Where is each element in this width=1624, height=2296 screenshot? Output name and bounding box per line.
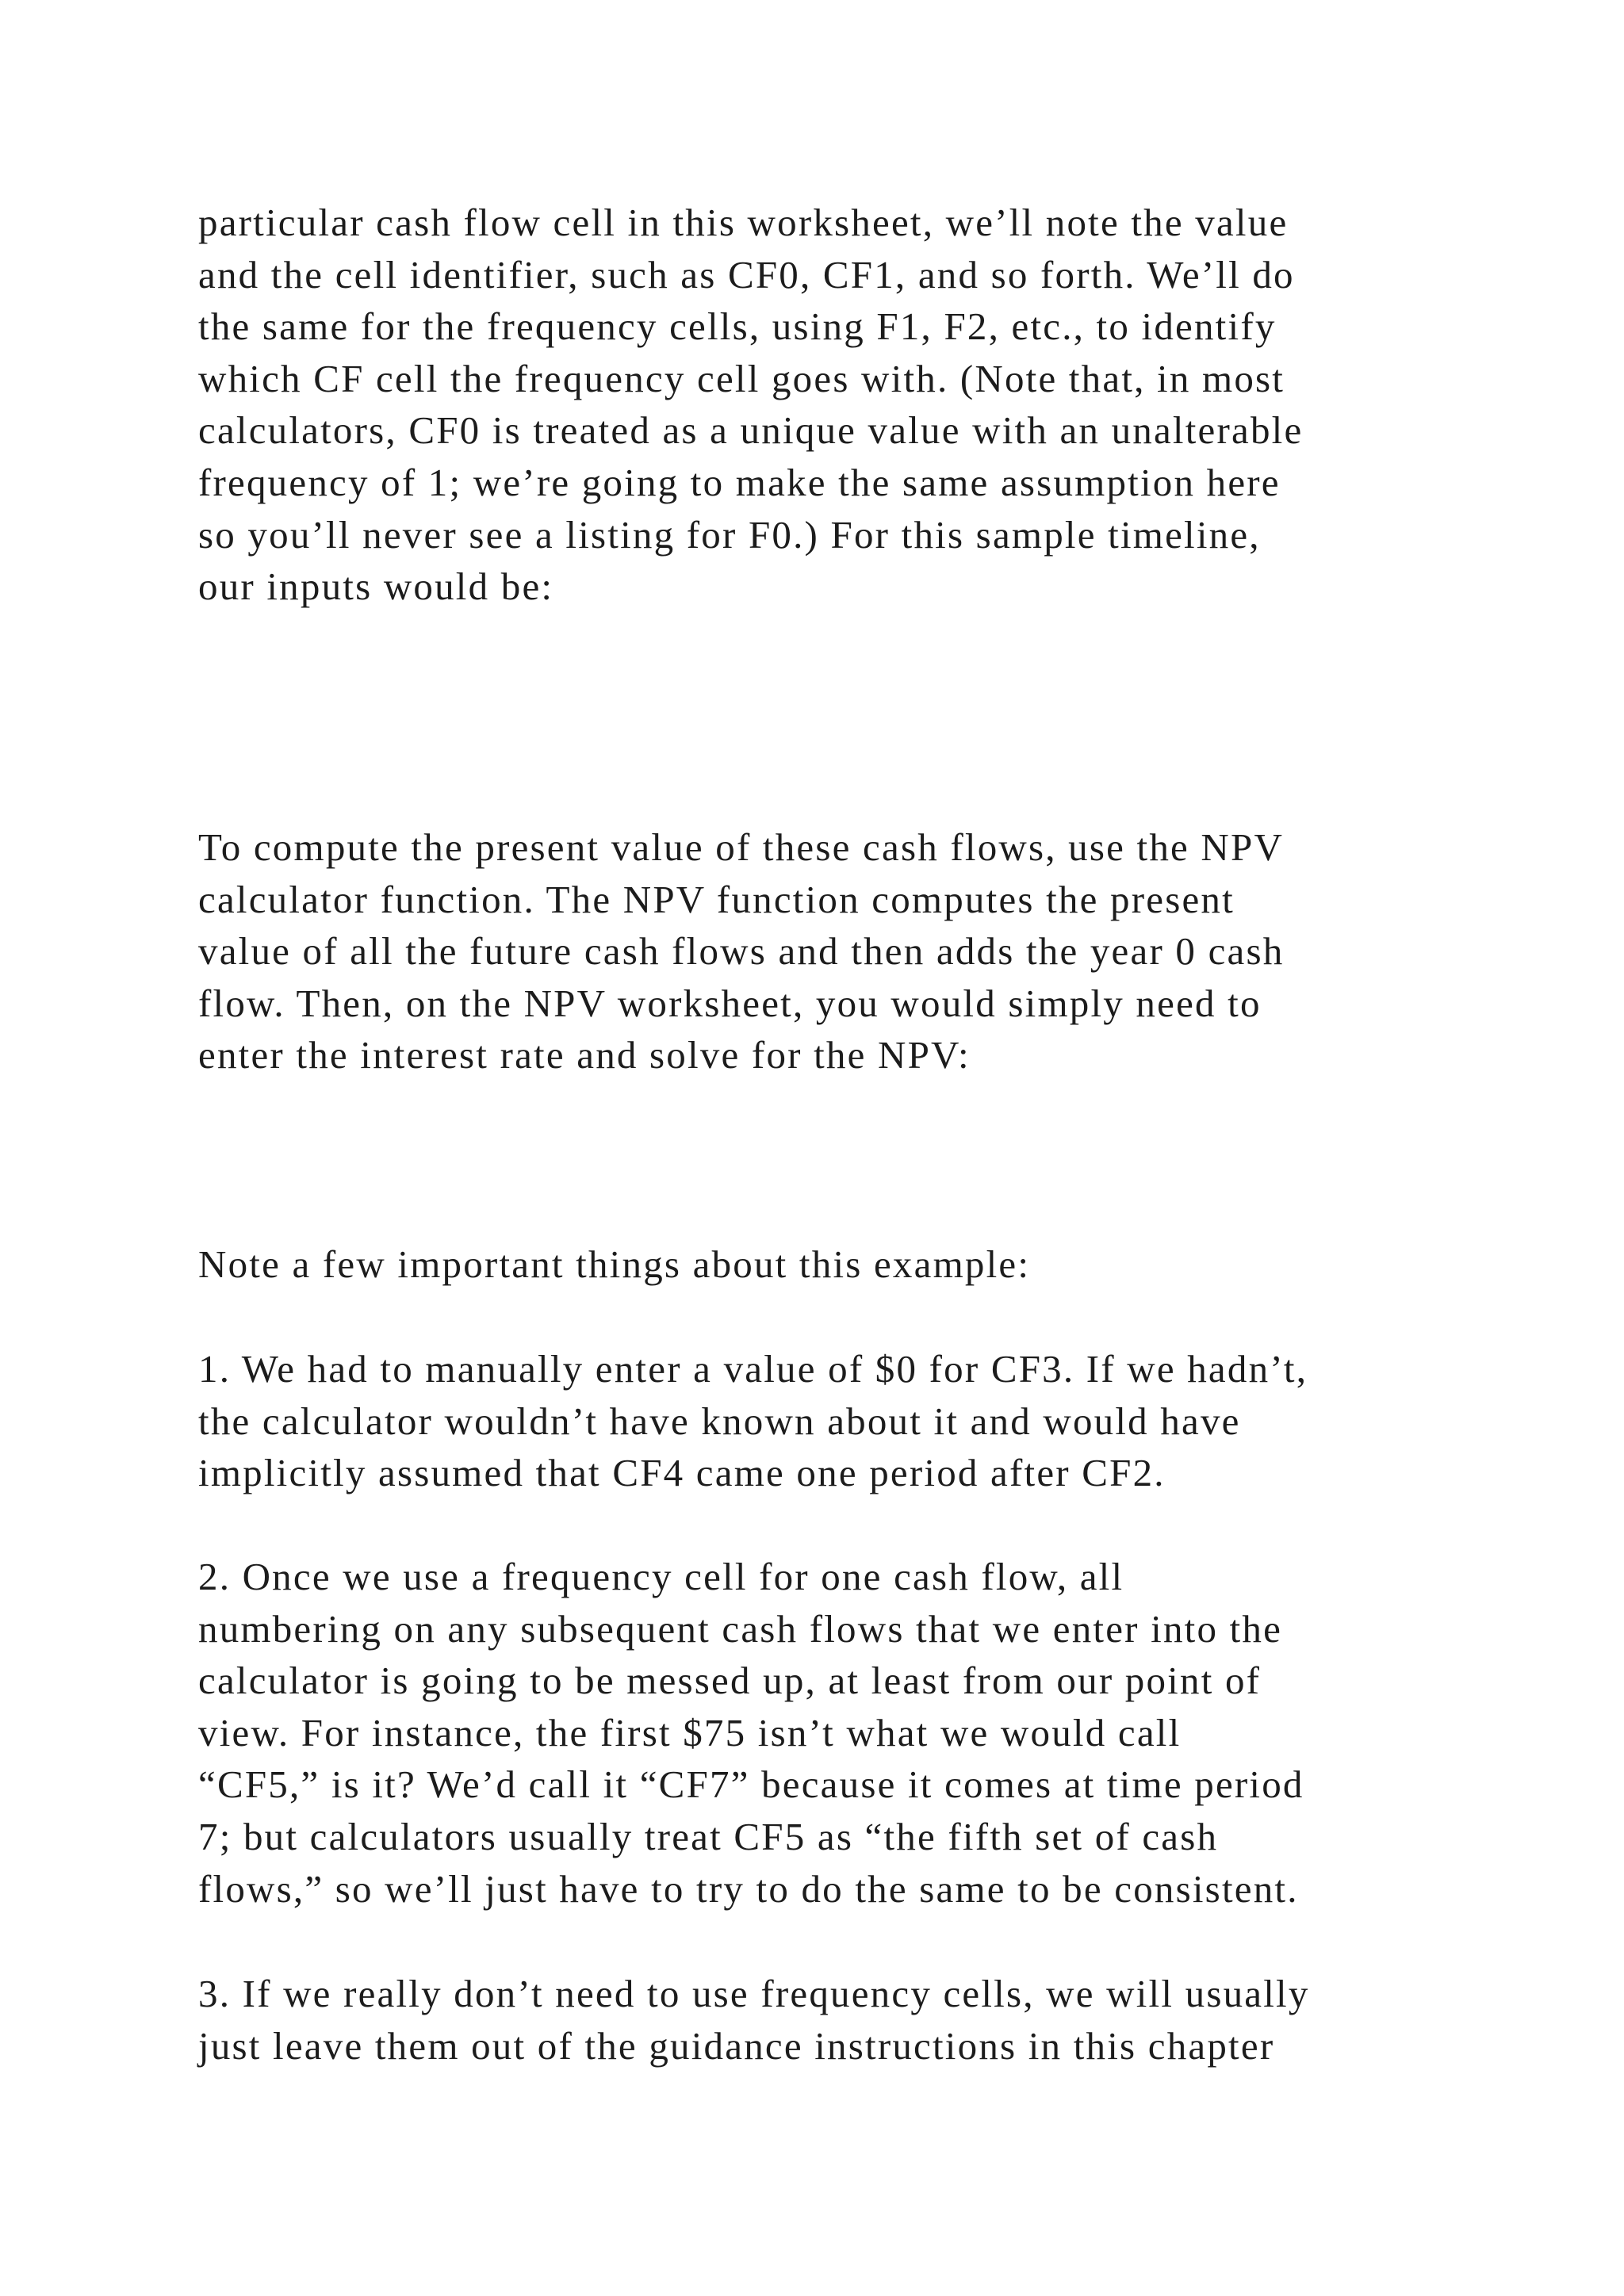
paragraph-note-2: [198, 1551, 1507, 1915]
text-line: “CF5,” is it? We’d call it “CF7” because it comes at time period: [198, 1762, 1304, 1807]
text-line: To compute the present value of these cash flows, use the NPV: [198, 825, 1285, 869]
paragraph-cash-flow-cells: [198, 197, 1507, 613]
text-line: 2. Once we use a frequency cell for one cash flow, all: [198, 1555, 1124, 1598]
text-line: value of all the future cash flows and then adds the year 0 cash: [198, 929, 1285, 974]
text-line: so you’ll never see a listing for F0.) For this sample timeline,: [198, 512, 1261, 557]
text-line: calculator function. The NPV function computes the present: [198, 877, 1235, 921]
text-line: flows,” so we’ll just have to try to do the same to be consistent.: [198, 1866, 1299, 1911]
text-line: calculators, CF0 is treated as a unique value with an unalterable: [198, 408, 1304, 453]
text-line: 7; but calculators usually treat CF5 as “the fifth set of cash: [198, 1814, 1219, 1858]
text-line: the same for the frequency cells, using F1, F2, etc., to identify: [198, 304, 1277, 349]
text-line: 1. We had to manually enter a value of $0 for CF3. If we hadn’t,: [198, 1347, 1308, 1391]
text-line: the calculator wouldn’t have known about it and would have: [198, 1399, 1241, 1443]
text-line: view. For instance, the first $75 isn’t what we would call: [198, 1710, 1182, 1755]
paragraph-npv-function: [198, 821, 1507, 1081]
text-line: our inputs would be:: [198, 564, 554, 609]
text-line: just leave them out of the guidance instructions in this chapter: [198, 2023, 1275, 2068]
paragraph-note-1: [198, 1343, 1507, 1499]
paragraph-note-3: [198, 1968, 1507, 2072]
paragraph-important-notes-heading: [198, 1238, 1507, 1291]
text-line: frequency of 1; we’re going to make the same assumption here: [198, 460, 1281, 504]
text-line: flow. Then, on the NPV worksheet, you would simply need to: [198, 981, 1262, 1025]
text-line: calculator is going to be messed up, at least from our point of: [198, 1659, 1262, 1703]
text-line: Note a few important things about this example:: [198, 1242, 1031, 1286]
text-line: numbering on any subsequent cash flows that we enter into the: [198, 1606, 1283, 1651]
text-line: enter the interest rate and solve for the NPV:: [198, 1033, 971, 1077]
text-line: particular cash flow cell in this worksheet, we’ll note the value: [198, 201, 1289, 244]
text-line: and the cell identifier, such as CF0, CF1, and so forth. We’ll do: [198, 252, 1295, 297]
text-line: 3. If we really don’t need to use frequency cells, we will usually: [198, 1972, 1310, 2015]
text-line: implicitly assumed that CF4 came one period after CF2.: [198, 1451, 1166, 1495]
text-line: which CF cell the frequency cell goes with. (Note that, in most: [198, 356, 1285, 400]
